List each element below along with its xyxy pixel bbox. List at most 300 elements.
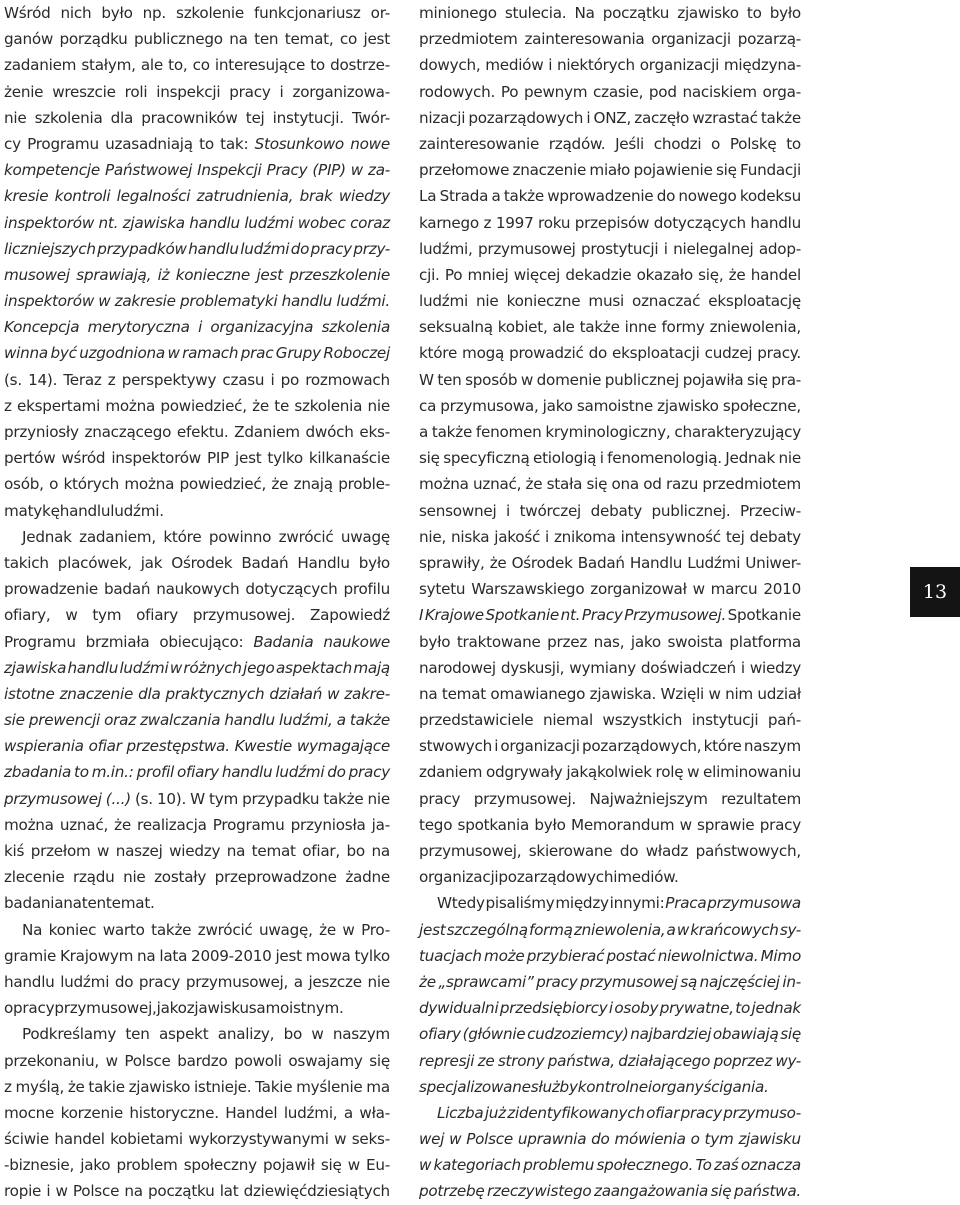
word: sie [4,711,25,730]
word: mocne [4,1103,55,1122]
word: 10). [156,789,187,808]
word: W [419,370,434,389]
word: przy- [353,239,390,258]
word: przeszkolenie [289,265,390,284]
word: ONZ, [593,108,632,127]
word: myślenie [296,1077,363,1096]
word: ofiar [88,737,122,756]
word: w [97,842,110,860]
word: miało [589,161,631,180]
word: liczniejszych [4,239,96,258]
text-line [419,890,801,916]
word: nim [725,684,753,703]
text-line [419,498,801,524]
text-line [4,262,390,288]
word: stałym, [81,56,136,75]
text-line [419,183,801,209]
word: niektórych [556,56,635,75]
word: legalności [116,187,191,206]
word: specyficzną [443,449,530,468]
word: praktycznych [165,684,265,703]
word: La [419,187,437,206]
text-line [419,812,801,838]
word: wej [419,1130,445,1149]
word: postać [606,946,656,965]
word: a [491,187,501,206]
word: innymi: [609,894,665,913]
word: musi [588,292,624,311]
word: także [503,187,544,206]
word: w [334,1130,347,1149]
word: ofiary, [4,606,51,625]
word: nizacji [419,108,466,127]
text-line [4,786,390,812]
text-line [4,79,390,105]
text-line [4,864,390,890]
word: znaczenie [512,161,587,180]
word: tym [92,606,122,625]
word: PIP [206,449,230,468]
text-line [419,969,801,995]
word: nielegalnej [673,239,754,258]
word: a [419,423,429,441]
text-line [419,864,801,890]
word: jest [256,265,283,284]
word: a [666,920,676,939]
word: eksploatacji [612,344,700,363]
word: można [105,396,156,415]
word: początku [148,1182,215,1201]
text-line [4,157,390,183]
word: przymusowej [580,972,678,991]
word: sytetu [419,580,466,599]
text-line [419,52,801,78]
word: to [786,134,801,153]
word: przymusowej. [192,606,296,625]
word: intensywność [620,527,721,546]
word: powiedzieć, [160,396,247,415]
word: musowej [4,265,70,284]
word: kobietami [110,1130,183,1149]
word: ale [140,56,163,75]
word: okazało [636,265,693,284]
word: specjalizowane [419,1077,531,1096]
word: Jeśli [615,134,644,153]
word: szkolenie [176,4,244,22]
word: zjawisko [657,396,719,415]
word: Inspekcji [197,161,262,180]
word: funkcjonariusz [253,4,361,22]
word: a [336,711,346,730]
word: Koncepcja [4,318,80,337]
word: Po [444,265,463,284]
word: 2009-2010 [191,946,272,965]
word: mediów [485,56,544,75]
word: rzeczywistego [487,1182,592,1201]
word: omawianego [490,684,586,703]
word: temat, [284,30,334,49]
word: Pro- [361,920,390,939]
word: do [327,763,346,782]
word: Eu- [366,1156,390,1175]
word: badań [103,580,151,599]
word: Wzięli [660,684,705,703]
text-line [419,262,801,288]
word: ona [611,475,639,494]
word: społecznego. [596,1156,694,1175]
word: problem [116,1156,178,1175]
word: prostytucji [581,239,659,258]
word: z [4,1077,12,1096]
word: uwagę, [258,920,313,939]
word: sensownej [419,501,497,520]
word: interesujące [214,56,306,75]
word: ze [477,1051,495,1070]
word: m.in.: [91,763,134,782]
word: tej [245,108,265,127]
word: formą [528,920,573,939]
word: ludźmi, [419,239,473,258]
word: Przeciw- [740,501,801,520]
word: (s. [4,370,22,389]
word: Pracy [581,606,623,625]
text-line [419,655,801,681]
word: mediów. [617,868,679,887]
word: rezultatem [721,789,801,808]
word: wobec [297,213,346,232]
word: o [690,1130,700,1149]
text-line [4,995,390,1021]
word: wszystkich [602,711,683,730]
word: zainteresowanie [419,134,540,153]
word: Badań [241,553,289,572]
word: problematyki [179,292,278,311]
text-line [4,943,390,969]
word: i [198,318,203,337]
word: handlu [67,658,119,677]
word: Pracy [266,161,308,180]
word: na [137,946,156,965]
text-line [4,655,390,681]
word: jest [275,946,302,965]
word: ludźmi [60,972,110,991]
text-line [4,1021,390,1047]
word: wiedzy [749,658,801,677]
word: lat [219,1182,239,1201]
word: niska [450,527,490,546]
word: początku [602,4,670,22]
word: które [419,344,458,363]
word: w [676,920,689,939]
word: To [695,1156,712,1175]
word: na [229,30,248,49]
word: których [63,475,120,494]
word: traktowane [456,632,541,651]
word: realizacja [137,815,207,834]
word: od [643,475,662,494]
word: Spotkanie [727,606,801,625]
word: to [73,763,89,782]
word: uznać, [59,815,109,834]
word: Programu [27,134,99,153]
text-line [4,0,390,26]
word: handlu [59,501,111,520]
word: debaty [590,501,642,520]
word: tym [209,789,238,808]
text-line [4,1048,390,1074]
word: przymusowej. [473,789,577,808]
word: historyczne. [129,1103,219,1122]
word: pracy. [757,344,801,363]
word: pracy [348,763,390,782]
word: winna [4,344,48,363]
word: znikoma [553,527,616,546]
word: aspekt [158,1025,209,1044]
word: i [740,658,745,677]
word: handlu [189,213,240,232]
word: i [548,56,553,75]
word: handlu [188,239,239,258]
word: o [711,134,721,153]
word: ganów [4,30,54,49]
word: pojawienie [633,161,713,180]
word: przypadku [242,789,320,808]
text-line [4,1074,390,1100]
word: -biznesie, [4,1156,75,1175]
word: najbardziej [630,1025,712,1044]
word: nowe [350,134,390,153]
word: że [319,920,336,939]
word: naszej [115,842,163,860]
text-line [419,471,801,497]
word: na [124,1182,143,1201]
word: gramie [4,946,57,965]
word: szkolenia [294,396,363,415]
word: jest [419,920,446,939]
word: organizacji [639,56,720,75]
word: stulecia. [504,4,567,22]
word: zjawisku [738,1130,801,1149]
word: Jednak [725,449,775,468]
word: cy [4,134,21,153]
word: Praca [665,894,707,913]
text-line [419,733,801,759]
word: to [199,134,214,153]
word: dziewięćdziesiątych [243,1182,390,1201]
word: jednak [751,999,801,1018]
word: cudzej [704,344,753,363]
word: państwowych, [695,842,801,860]
word: etiologią [532,449,597,468]
word: dla [138,684,161,703]
word: warto [102,920,145,939]
word: w [679,815,692,834]
text-line [4,917,390,943]
word: ale [552,318,575,337]
word: konieczne [175,265,251,284]
word: niemal [542,711,593,730]
word: (s. [134,789,153,808]
word: z [4,396,12,415]
word: efektu. [176,423,229,441]
word: ten [125,1025,150,1044]
word: przymusowej, [419,842,522,860]
text-line [419,629,801,655]
word: stwowych [419,737,492,756]
word: także [349,711,390,730]
word: ja- [371,815,390,834]
word: eliminowaniu [703,763,801,782]
word: dotyczących [653,213,746,232]
word: przymusowej, [54,999,157,1018]
word: oswajamy [288,1051,363,1070]
word: się [586,475,608,494]
word: kodeksu [739,187,801,206]
word: kresie [4,187,49,206]
word: np. [142,4,167,22]
word: zorganizowa- [292,82,390,101]
word: wykorzystywanymi [188,1130,329,1149]
word: handel [750,265,801,284]
text-line [419,445,801,471]
word: naszym [332,1025,390,1044]
text-line [4,576,390,602]
word: było [769,4,801,22]
word: prewencji [28,711,101,730]
text-line [419,786,801,812]
word: pracy [759,815,801,834]
text-line [419,1074,801,1100]
word: profil [136,763,175,782]
word: handel [54,1130,105,1149]
text-line [4,890,390,916]
word: jest [235,449,262,468]
word: mowa [305,946,351,965]
word: nie [123,868,146,887]
word: stała [546,475,583,494]
word: jako [630,632,661,651]
word: do [619,842,639,860]
word: prowadzenie [4,580,98,599]
word: to [310,56,325,75]
word: narodowej [419,658,496,677]
word: służby [530,1077,578,1096]
text-line [4,681,390,707]
word: sposób [465,370,518,389]
word: Programu [4,632,76,651]
word: że [525,475,543,494]
word: pra- [771,370,801,389]
word: i [608,999,613,1018]
word: Jednak [22,527,72,546]
word: prowadzić [509,344,584,363]
word: także [323,789,364,808]
word: Na [574,4,595,22]
word: Zapowiedź [310,606,390,625]
word: Kwestie [234,737,292,756]
text-line [419,838,801,864]
text-line [4,1126,390,1152]
word: niewolnictwa. [657,946,759,965]
word: 14). [28,370,58,389]
word: konieczne [506,292,581,311]
word: przymusowej [477,239,576,258]
word: jakąkolwiek [566,763,652,782]
text-line [4,52,390,78]
word: uzasadniają [105,134,193,153]
word: Mimo [760,946,801,965]
word: mniej [467,265,509,284]
word: kontroli [54,187,111,206]
word: rozmowach [305,370,390,389]
word: organizacji [500,737,580,756]
word: spotkania [457,815,530,834]
word: doświadczeń [640,658,736,677]
word: Spotkanie [485,606,560,625]
text-line [419,236,801,262]
word: zjawisko [128,1077,191,1096]
text-line [4,445,390,471]
word: zostały [154,868,207,887]
word: dla [110,108,134,127]
word: i [270,370,275,389]
word: naukowych [156,580,240,599]
word: badania [4,894,64,913]
word: marcu [710,580,758,599]
text-line [419,157,801,183]
word: zjawiska [4,658,67,677]
word: przedmiotem [702,475,801,494]
word: lata [159,946,188,965]
word: czasie, [593,82,644,101]
word: nie [367,396,390,415]
word: twórczej [519,501,582,520]
right-column [419,0,801,1205]
word: przymusowej [4,789,102,808]
word: kiś [4,842,25,860]
word: uwagę [340,527,390,546]
word: ropie [4,1182,42,1201]
word: można [419,475,469,494]
word: charakteryzujący [674,423,801,441]
word: Memorandum [570,815,675,834]
word: problemu [523,1156,595,1175]
word: publicznej [604,370,680,389]
word: ten [437,370,462,389]
word: „sprawcami” [438,972,534,991]
word: perspektywy [121,370,217,389]
word: handlu [750,213,801,232]
word: cudzoziemcy) [527,1025,629,1044]
text-line [4,183,390,209]
word: pod [648,82,677,101]
word: najczęściej [699,972,780,991]
word: może [484,946,525,965]
word: wiedzy [169,842,221,860]
text-line [419,576,801,602]
word: karnego [419,213,479,232]
word: zaangażowania [594,1182,709,1201]
word: znaczącego [84,423,172,441]
text-line [4,105,390,131]
word: Warszawskiego [471,580,585,599]
word: debaty [749,527,801,546]
word: takich [4,553,49,572]
word: pań- [767,711,801,730]
word: zadaniem [4,56,77,75]
word: Wśród [4,4,51,22]
word: organy [651,1077,704,1096]
